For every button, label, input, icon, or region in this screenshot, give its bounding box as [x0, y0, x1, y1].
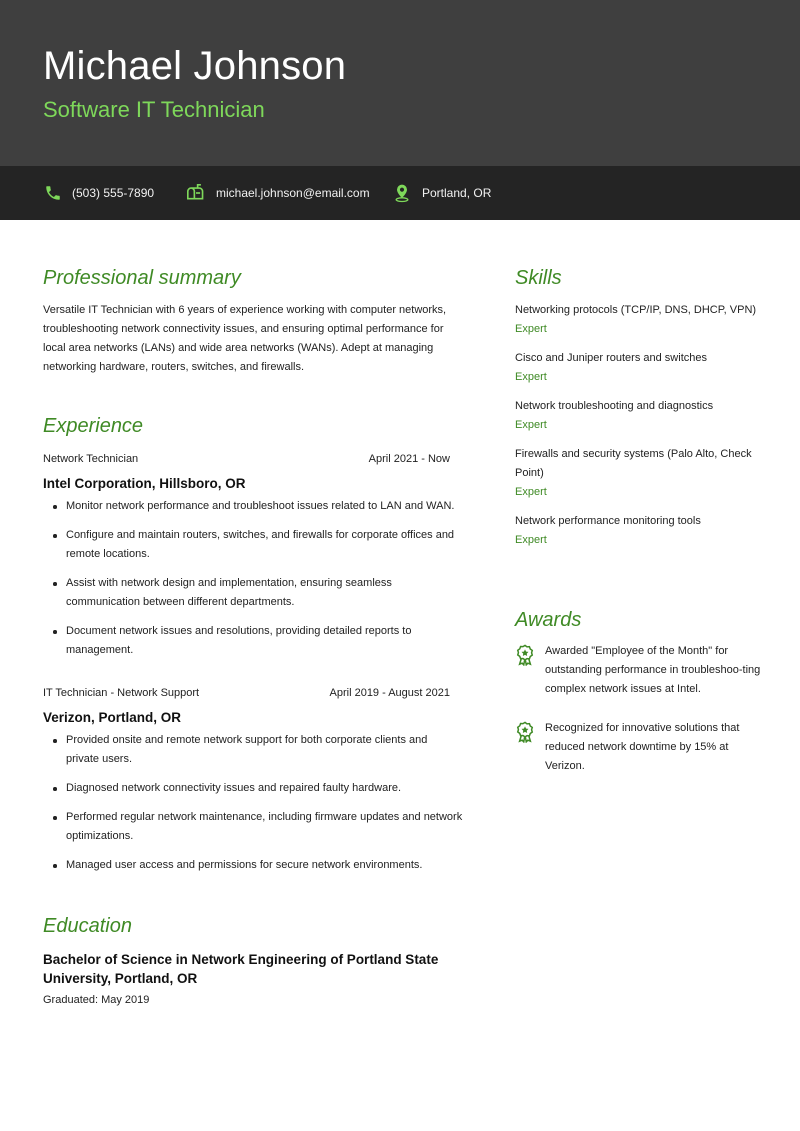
awards-list	[515, 642, 770, 796]
skill-name: Firewalls and security systems (Palo Alto, Check Point)	[515, 448, 752, 479]
location-pin-icon	[392, 183, 412, 203]
skill-item	[515, 397, 765, 435]
award-text: Recognized for innovative solutions that reduced network downtime by 15% at Verizon.	[545, 722, 740, 772]
skills-title: Skills	[515, 267, 562, 289]
job-2-position: IT Technician - Network Support	[43, 687, 200, 699]
location-text: Portland, OR	[422, 186, 492, 200]
skill-level: Expert	[515, 486, 547, 498]
award-item	[515, 719, 770, 776]
bullet-item: Monitor network performance and troubleshoot issues related to LAN and WAN.	[43, 497, 463, 516]
contact-bar	[0, 166, 800, 220]
skill-level: Expert	[515, 371, 547, 383]
skill-name: Network performance monitoring tools	[515, 515, 701, 527]
job-2-company: Verizon, Portland, OR	[43, 710, 182, 725]
bullet-item: Configure and maintain routers, switches, and firewalls for corporate offices and remote locations.	[43, 526, 463, 564]
skills-list	[515, 301, 765, 560]
summary-text: Versatile IT Technician with 6 years of experience working with computer networks, troubleshooting network connectivity issues, and ensuring optimal performance for local area networks (LANs) and wide area networks (WANs). Adept at managing networking hardware, routers, switches, and firewalls.	[43, 304, 447, 373]
bullet-item: Assist with network design and implementation, ensuring seamless communication between different departments.	[43, 574, 463, 612]
bullet-item: Performed regular network maintenance, including firmware updates and network optimizations.	[43, 808, 463, 846]
contact-phone[interactable]	[44, 166, 154, 220]
skill-item	[515, 301, 765, 339]
mailbox-icon	[186, 184, 206, 202]
phone-text: (503) 555-7890	[72, 186, 155, 200]
award-badge-icon	[515, 721, 535, 743]
resume-header	[0, 0, 800, 166]
job-1-company: Intel Corporation, Hillsboro, OR	[43, 476, 246, 491]
award-badge-icon	[515, 644, 535, 666]
bullet-item: Diagnosed network connectivity issues and repaired faulty hardware.	[43, 779, 463, 798]
skill-item	[515, 512, 765, 550]
candidate-role: Software IT Technician	[43, 97, 265, 122]
job-2-dates: April 2019 - August 2021	[329, 687, 450, 699]
job-1-bullets	[43, 497, 463, 670]
contact-location	[392, 166, 491, 220]
education-degree: Bachelor of Science in Network Engineering of Portland State University, Portland, OR	[43, 952, 439, 986]
job-1-position: Network Technician	[43, 453, 139, 465]
skill-item	[515, 349, 765, 387]
skill-level: Expert	[515, 323, 547, 335]
award-text: Awarded "Employee of the Month" for outstanding performance in troubleshoo-ting complex network issues at Intel.	[545, 645, 761, 695]
job-1-header	[43, 451, 450, 467]
email-text: michael.johnson@email.com	[216, 186, 370, 200]
skill-name: Network troubleshooting and diagnostics	[515, 400, 714, 412]
award-item	[515, 642, 770, 699]
contact-email[interactable]	[186, 166, 370, 220]
skill-name: Cisco and Juniper routers and switches	[515, 352, 707, 364]
education-graduated: Graduated: May 2019	[43, 994, 150, 1006]
skill-item	[515, 445, 765, 502]
skill-level: Expert	[515, 534, 547, 546]
candidate-name: Michael Johnson	[43, 44, 347, 88]
bullet-item: Managed user access and permissions for secure network environments.	[43, 856, 463, 875]
job-2-bullets	[43, 731, 463, 885]
education-title: Education	[43, 915, 132, 937]
awards-title: Awards	[515, 609, 582, 631]
bullet-item: Provided onsite and remote network support for both corporate clients and private users.	[43, 731, 463, 769]
skill-level: Expert	[515, 419, 547, 431]
job-1-dates: April 2021 - Now	[368, 453, 450, 465]
phone-icon	[44, 184, 62, 202]
bullet-item: Document network issues and resolutions, providing detailed reports to management.	[43, 622, 463, 660]
summary-title: Professional summary	[43, 267, 241, 289]
skill-name: Networking protocols (TCP/IP, DNS, DHCP, VPN)	[515, 304, 757, 316]
experience-title: Experience	[43, 415, 144, 437]
job-2-header	[43, 685, 450, 701]
